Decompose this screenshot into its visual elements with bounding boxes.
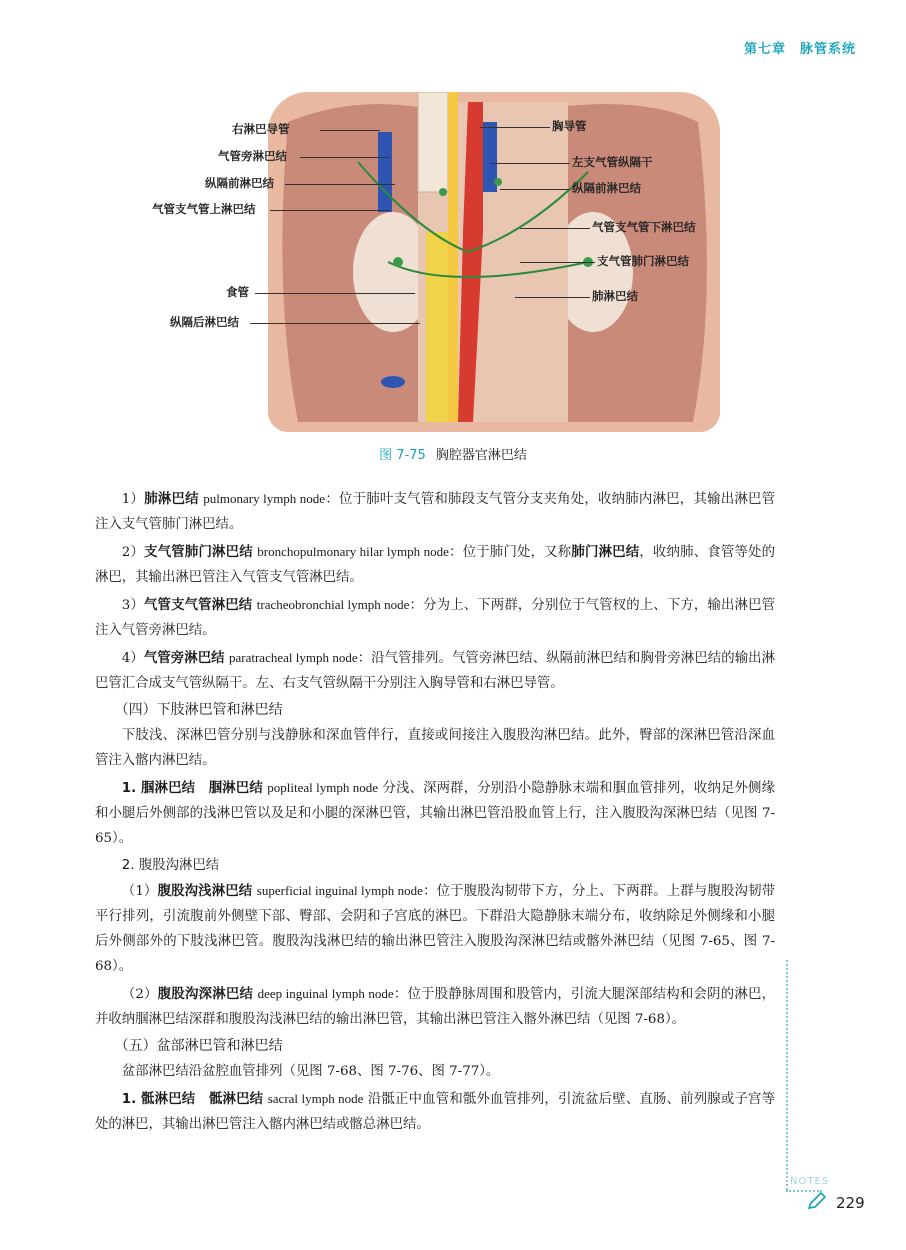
item-number: （2） — [121, 987, 158, 1002]
figure-label: 左支气管纵隔干 — [572, 155, 653, 169]
english-term: deep inguinal lymph node — [257, 986, 394, 1001]
paragraph — [95, 775, 775, 851]
chapter-header: 第七章 脉管系统 — [743, 42, 856, 57]
paragraph — [95, 486, 775, 537]
body-text — [95, 486, 775, 1139]
item-number: 1. 腘淋巴结 — [121, 781, 196, 796]
paragraph-text: 分浅、深两群，分别沿小隐静脉末端和腘血管排列，收纳足外侧缘和小腿后外侧部的浅淋巴管以及足和小腿的深淋巴管，其输出淋巴管沿股血管上行，注入腹股沟深淋巴结（见图 7-65）。 — [95, 781, 775, 846]
english-term: paratracheal lymph node — [228, 650, 358, 665]
notes-label: NOTES — [790, 1176, 830, 1187]
leader-line — [520, 262, 595, 263]
figure-label: 气管旁淋巴结 — [218, 149, 287, 163]
paragraph-text: 沿骶正中血管和骶外血管排列，引流盆后壁、直肠、前列腺或子宫等处的淋巴，其输出淋巴管注入髂内淋巴结或髂总淋巴结。 — [95, 1092, 776, 1132]
paragraph-text: ，收纳肺、食管等处的淋巴，其输出淋巴管注入气管支气管淋巴结。 — [95, 545, 776, 585]
keyword: 腹股沟浅淋巴结 — [157, 884, 253, 899]
paragraph — [95, 539, 775, 590]
english-term: popliteal lymph node — [267, 780, 379, 795]
figure-label: 气管支气管下淋巴结 — [592, 220, 696, 234]
paragraph: 盆部淋巴结沿盆腔血管排列（见图 7-68、图 7-76、图 7-77）。 — [121, 1064, 500, 1079]
keyword: 骶淋巴结 — [208, 1092, 264, 1107]
leader-line — [520, 228, 590, 229]
keyword: 气管支气管淋巴结 — [144, 598, 253, 613]
subsection-heading: 2. 腹股沟淋巴结 — [121, 858, 220, 873]
english-term: bronchopulmonary hilar lymph node — [257, 544, 449, 559]
figure-label: 食管 — [226, 285, 249, 299]
leader-line — [500, 189, 570, 190]
paragraph — [95, 981, 775, 1032]
item-number: 2） — [121, 545, 145, 560]
english-term: pulmonary lymph node — [203, 491, 326, 506]
leader-line — [250, 323, 420, 324]
english-term: sacral lymph node — [267, 1091, 364, 1106]
leader-line — [285, 184, 395, 185]
paragraph — [95, 645, 775, 696]
item-number: （1） — [121, 884, 158, 899]
leader-line — [515, 297, 590, 298]
leader-line — [270, 210, 390, 211]
leader-line — [480, 127, 550, 128]
figure-label: 气管支气管上淋巴结 — [152, 202, 256, 216]
item-number: 3） — [121, 598, 145, 613]
figure-label: 肺淋巴结 — [592, 289, 638, 303]
page-number: 229 — [836, 1194, 865, 1212]
figure-label: 纵隔前淋巴结 — [205, 176, 274, 190]
keyword: 肺淋巴结 — [144, 492, 199, 507]
keyword: 肺门淋巴结 — [571, 545, 640, 560]
paragraph — [95, 592, 775, 643]
figure-number: 图 7-75 — [379, 448, 426, 463]
english-term: superficial inguinal lymph node — [256, 883, 423, 898]
notes-margin-line — [786, 960, 788, 1190]
figure-label: 纵隔后淋巴结 — [170, 315, 239, 329]
pencil-icon — [806, 1190, 828, 1212]
item-number: 1. 骶淋巴结 — [121, 1092, 196, 1107]
section-heading: （五）盆部淋巴管和淋巴结 — [114, 1038, 283, 1054]
paragraph-text: ：位于腹股沟韧带下方，分上、下两群。上群与腹股沟韧带平行排列，引流腹前外侧壁下部、臀部、会阴和子宫底的淋巴。下群沿大隐静脉末端分布，收纳除足外侧缘和小腿后外侧部外的下肢浅淋巴管。腹股沟浅淋巴结的输出淋巴管注入腹股沟深淋巴结或髂外淋巴结（见图 7-65、图 7-68）。 — [95, 884, 776, 974]
figure-caption — [0, 444, 906, 463]
figure-label: 支气管肺门淋巴结 — [597, 254, 689, 268]
section-heading: （四）下肢淋巴管和淋巴结 — [114, 702, 283, 718]
paragraph — [95, 1086, 775, 1137]
paragraph-text: ：位于肺门处，又称 — [448, 545, 572, 560]
keyword: 气管旁淋巴结 — [143, 651, 225, 666]
leader-line — [255, 293, 415, 294]
figure-label: 纵隔前淋巴结 — [572, 181, 641, 195]
keyword: 腘淋巴结 — [208, 781, 263, 796]
item-number: 4） — [121, 651, 144, 666]
paragraph-text: ：沿气管排列。气管旁淋巴结、纵隔前淋巴结和胸骨旁淋巴结的输出淋巴管汇合成支气管纵隔干。左、右支气管纵隔干分别注入胸导管和右淋巴导管。 — [95, 651, 776, 691]
paragraph-text: ：分为上、下两群，分别位于气管杈的上、下方，输出淋巴管注入气管旁淋巴结。 — [95, 598, 776, 638]
keyword: 支气管肺门淋巴结 — [144, 545, 253, 560]
paragraph-text: ：位于肺叶支气管和肺段支气管分支夹角处，收纳肺内淋巴，其输出淋巴管注入支气管肺门淋巴结。 — [95, 492, 776, 532]
item-number: 1） — [121, 492, 145, 507]
figure-label: 胸导管 — [552, 119, 587, 133]
leader-line — [320, 130, 380, 131]
paragraph-text: ：位于股静脉周围和股管内，引流大腿深部结构和会阴的淋巴，并收纳腘淋巴结深群和腹股沟浅淋巴结的输出淋巴管，其输出淋巴管注入髂外淋巴结（见图 7-68）。 — [95, 987, 775, 1027]
paragraph — [95, 878, 775, 979]
figure-label: 右淋巴导管 — [232, 122, 290, 136]
keyword: 腹股沟深淋巴结 — [157, 987, 254, 1002]
leader-line — [300, 157, 390, 158]
leader-line — [490, 163, 570, 164]
paragraph: 下肢浅、深淋巴管分别与浅静脉和深血管伴行，直接或间接注入腹股沟淋巴结。此外，臀部的深淋巴管沿深血管注入髂内淋巴结。 — [95, 728, 775, 768]
english-term: tracheobronchial lymph node — [256, 597, 410, 612]
figure-caption-text: 胸腔器官淋巴结 — [435, 448, 527, 463]
